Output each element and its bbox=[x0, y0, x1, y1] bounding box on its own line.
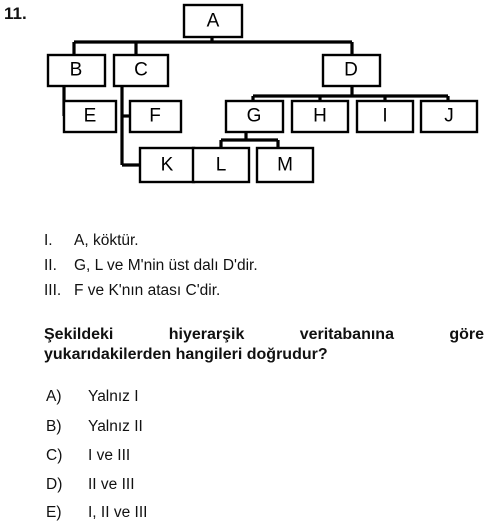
option-d[interactable] bbox=[46, 476, 135, 494]
node-E bbox=[64, 101, 116, 132]
option-e[interactable] bbox=[46, 504, 147, 522]
svg-text:F: F bbox=[149, 105, 161, 127]
statement-2-text: G, L ve M'nin üst dalı D'dir. bbox=[74, 257, 258, 274]
statement-3-roman: III. bbox=[44, 282, 62, 299]
question-word-3: veritabanına bbox=[299, 326, 394, 343]
svg-text:E: E bbox=[83, 105, 97, 127]
option-b-key: B) bbox=[46, 418, 62, 435]
node-L bbox=[193, 148, 249, 182]
svg-text:D: D bbox=[344, 59, 358, 81]
node-M bbox=[257, 148, 313, 182]
question-word-2: hiyerarşik bbox=[168, 326, 245, 343]
option-a[interactable] bbox=[46, 388, 139, 406]
node-D bbox=[323, 55, 380, 86]
node-H bbox=[292, 101, 348, 132]
question-word-1: Şekildeki bbox=[44, 326, 114, 343]
svg-text:B: B bbox=[69, 59, 83, 81]
svg-text:J: J bbox=[444, 105, 454, 127]
option-b-text: Yalnız II bbox=[88, 418, 143, 435]
node-B bbox=[48, 55, 105, 86]
question-line-1 bbox=[44, 325, 484, 345]
node-K bbox=[140, 148, 194, 182]
statement-3 bbox=[44, 282, 220, 300]
option-b[interactable] bbox=[46, 418, 143, 436]
node-C bbox=[114, 55, 168, 86]
statement-1-text: A, köktür. bbox=[74, 232, 139, 249]
option-d-text: II ve III bbox=[88, 476, 135, 493]
statement-1-roman: I. bbox=[44, 232, 53, 249]
svg-text:L: L bbox=[215, 154, 227, 176]
node-F bbox=[130, 101, 181, 132]
question-text bbox=[44, 325, 484, 365]
question-number: 11. bbox=[4, 4, 27, 23]
option-a-key: A) bbox=[46, 388, 62, 405]
option-e-key: E) bbox=[46, 504, 62, 521]
statement-2 bbox=[44, 257, 258, 275]
option-c[interactable] bbox=[46, 447, 130, 465]
node-I bbox=[357, 101, 413, 132]
svg-text:C: C bbox=[134, 59, 148, 81]
hierarchy-tree-diagram bbox=[0, 0, 500, 200]
node-A bbox=[184, 5, 242, 37]
option-c-text: I ve III bbox=[88, 447, 131, 464]
statement-2-roman: II. bbox=[44, 257, 57, 274]
svg-text:G: G bbox=[246, 105, 262, 127]
option-d-key: D) bbox=[46, 476, 63, 493]
node-G bbox=[226, 101, 283, 132]
statement-1 bbox=[44, 232, 139, 250]
node-J bbox=[421, 101, 477, 132]
option-a-text: Yalnız I bbox=[88, 388, 139, 405]
svg-text:I: I bbox=[382, 105, 388, 127]
question-line-2: yukarıdakilerden hangileri doğrudur? bbox=[44, 346, 328, 363]
statement-3-text: F ve K'nın atası C'dir. bbox=[74, 282, 221, 299]
option-c-key: C) bbox=[46, 447, 63, 464]
option-e-text: I, II ve III bbox=[88, 504, 148, 521]
svg-text:H: H bbox=[313, 105, 327, 127]
svg-text:K: K bbox=[160, 154, 174, 176]
svg-text:M: M bbox=[277, 154, 293, 176]
svg-text:A: A bbox=[206, 10, 220, 32]
question-word-4: göre bbox=[449, 326, 484, 343]
